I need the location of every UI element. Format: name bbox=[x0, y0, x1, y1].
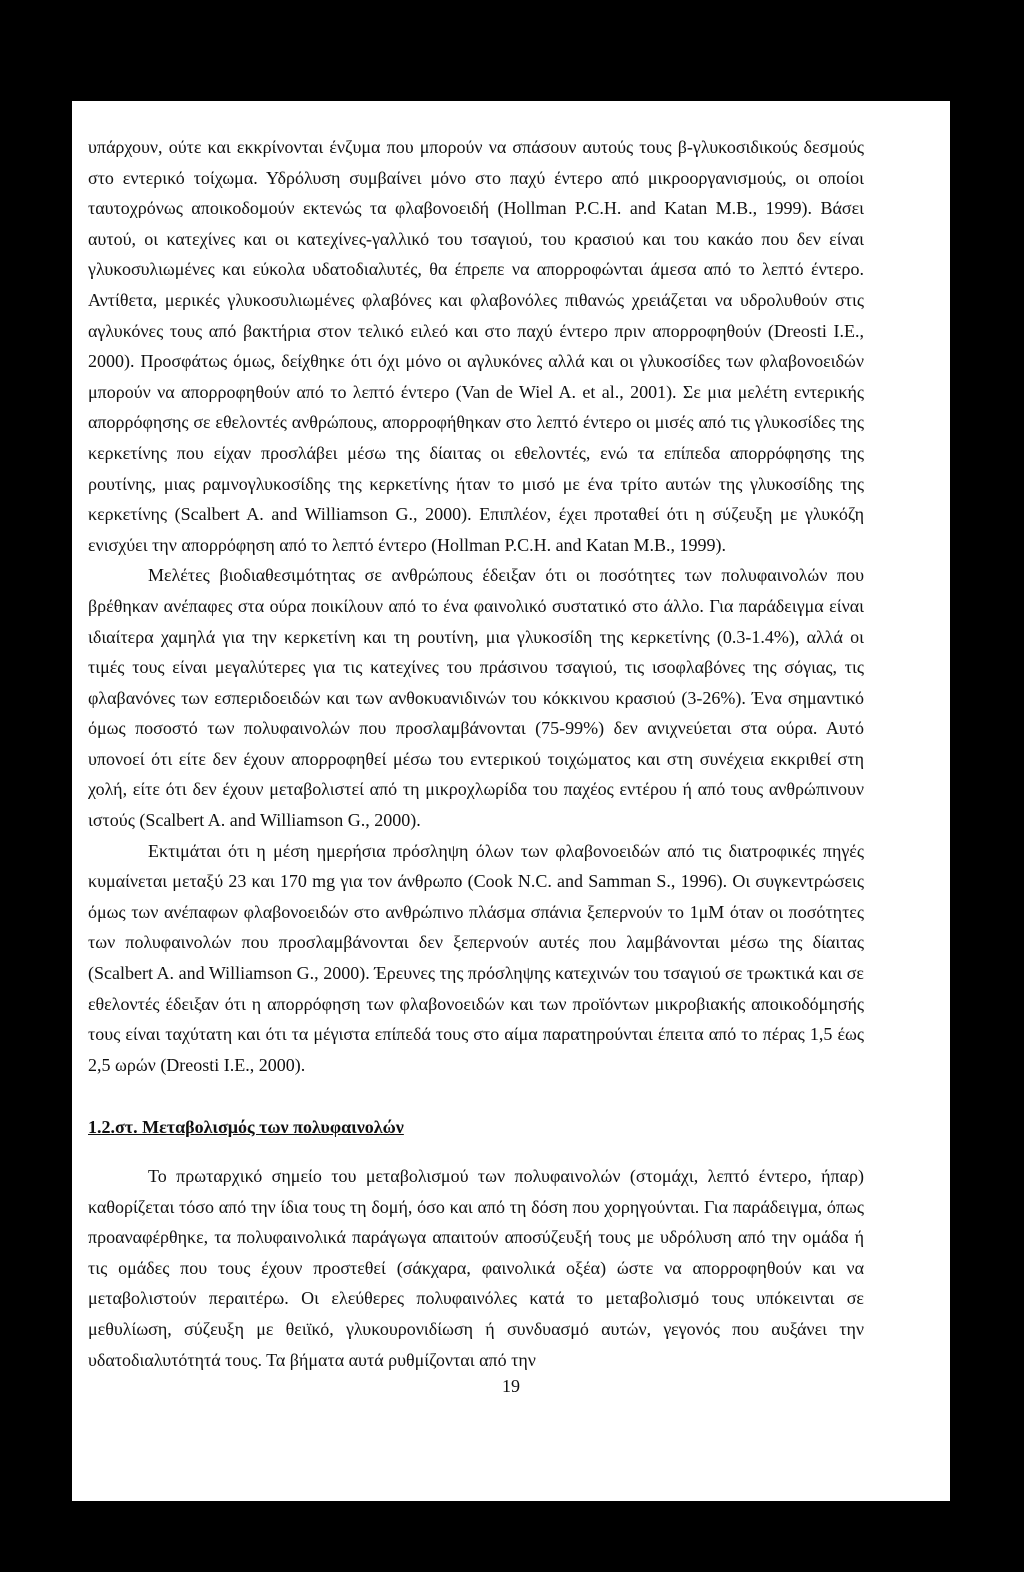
paragraph-daily-intake: Εκτιμάται ότι η μέση ημερήσια πρόσληψη όλων των φλαβονοειδών από τις διατροφικές πηγές κυμαίνεται μεταξύ 23 και 170 mg για τον άνθρωπο (Cook N.C. and Samman S., 1996). Οι συγκεντρώσεις όμως των ανέπαφων φλαβονοειδών στο ανθρώπινο πλάσμα σπάνια ξεπερνούν το 1μΜ όταν οι ποσότητες των πολυφαινολών που προσλαμβάνονται δεν ξεπερνούν αυτές που λαμβάνονται μέσω της δίαιτας (Scalbert A. and Williamson G., 2000). Έρευνες της πρόσληψης κατεχινών του τσαγιού σε τρωκτικά και σε εθελοντές έδειξαν ότι η απορρόφηση των φλαβονοειδών και των προϊόντων μικροβιακής αποικοδόμησής τους είναι ταχύτατη και ότι τα μέγιστα επίπεδά τους στο αίμα παρατηρούνται έπειτα από το πέρας 1,5 έως 2,5 ωρών (Dreosti I.E., 2000). bbox=[88, 840, 864, 1075]
page-content bbox=[88, 132, 864, 1375]
section-heading: 1.2.στ. Μεταβολισμός των πολυφαινολών bbox=[88, 1117, 404, 1138]
paragraph-bioavailability-intro: υπάρχουν, ούτε και εκκρίνονται ένζυμα που μπορούν να σπάσουν αυτούς τους β-γλυκοσιδικούς δεσμούς στο εντερικό τοίχωμα. Υδρόλυση συμβαίνει μόνο στο παχύ έντερο από μικροοργανισμούς, οι οποίοι ταυτοχρόνως αποικοδομούν εκτενώς τα φλαβονοειδή (Hollman P.C.H. and Katan M.B., 1999). Βάσει αυτού, οι κατεχίνες και οι κατεχίνες-γαλλικό του τσαγιού, του κρασιού και του κακάο που δεν είναι γλυκοσυλιωμένες και εύκολα υδατοδιαλυτές, θα έπρεπε να απορροφώνται άμεσα από το λεπτό έντερο. Αντίθετα, μερικές γλυκοσυλιωμένες φλαβόνες και φλαβονόλες πιθανώς χρειάζεται να υδρολυθούν στις αγλυκόνες τους από βακτήρια στον τελικό ειλεό και στο παχύ έντερο πριν απορροφηθούν (Dreosti I.E., 2000). Προσφάτως όμως, δείχθηκε ότι όχι μόνο οι αγλυκόνες αλλά και οι γλυκοσίδες των φλαβονοειδών μπορούν να απορροφηθούν από το λεπτό έντερο (Van de Wiel A. et al., 2001). Σε μια μελέτη εντερικής απορρόφησης σε εθελοντές ανθρώπους, απορροφήθηκαν στο λεπτό έντερο οι μισές από τις γλυκοσίδες της κερκετίνης που είχαν προσλάβει μέσω της δίαιτας οι εθελοντές, ενώ τα επίπεδα απορρόφησης της ρουτίνης, μιας ραμνογλυκοσίδης της κερκετίνης ήταν το μισό με ένα τρίτο αυτών της γλυκοσίδης της κερκετίνης (Scalbert A. and Williamson G., 2000). Επιπλέον, έχει προταθεί ότι η σύζευξη με γλυκόζη ενισχύει την απορρόφηση από το λεπτό έντερο (Hollman P.C.H. and Katan M.B., 1999). bbox=[88, 137, 864, 555]
paragraph-metabolism: Το πρωταρχικό σημείο του μεταβολισμού των πολυφαινολών (στομάχι, λεπτό έντερο, ήπαρ) καθορίζεται τόσο από την ίδια τους τη δομή, όσο και από τη δόση που χορηγούνται. Για παράδειγμα, όπως προαναφέρθηκε, τα πολυφαινολικά παράγωγα απαιτούν αποσύζευξή τους με υδρόλυση από την ομάδα ή τις ομάδες που τους έχουν προστεθεί (σάκχαρα, φαινολικά οξέα) ώστε να απορροφηθούν και να μεταβολιστούν περαιτέρω. Οι ελεύθερες πολυφαινόλες κατά το μεταβολισμό τους υπόκεινται σε μεθυλίωση, σύζευξη με θειϊκό, γλυκουρονιδίωση ή συνδυασμό αυτών, γεγονός που αυξάνει την υδατοδιαλυτότητά τους. Τα βήματα αυτά ρυθμίζονται από την bbox=[88, 1166, 864, 1370]
document-page bbox=[72, 101, 950, 1501]
page-number: 19 bbox=[502, 1376, 520, 1396]
paragraph-urinary-excretion: Μελέτες βιοδιαθεσιμότητας σε ανθρώπους έδειξαν ότι οι ποσότητες των πολυφαινολών που βρέθηκαν ανέπαφες στα ούρα ποικίλουν από το ένα φαινολικό συστατικό στο άλλο. Για παράδειγμα είναι ιδιαίτερα χαμηλά για την κερκετίνη και τη ρουτίνη, μια γλυκοσίδη της κερκετίνης (0.3-1.4%), αλλά οι τιμές τους είναι μεγαλύτερες για τις κατεχίνες του πράσινου τσαγιού, τις ισοφλαβόνες της σόγιας, τις φλαβανόνες των εσπεριδοειδών και των ανθοκυανιδινών του κόκκινου κρασιού (3-26%). Ένα σημαντικό όμως ποσοστό των πολυφαινολών που προσλαμβάνονται (75-99%) δεν ανιχνεύεται στα ούρα. Αυτό υπονοεί ότι είτε δεν έχουν απορροφηθεί μέσω του εντερικού τοιχώματος και στη συνέχεια εκκριθεί στη χολή, είτε ότι δεν έχουν μεταβολιστεί από τη μικροχλωρίδα του παχέος εντέρου ή από τους ανθρώπινουν ιστούς (Scalbert A. and Williamson G., 2000). bbox=[88, 565, 864, 831]
